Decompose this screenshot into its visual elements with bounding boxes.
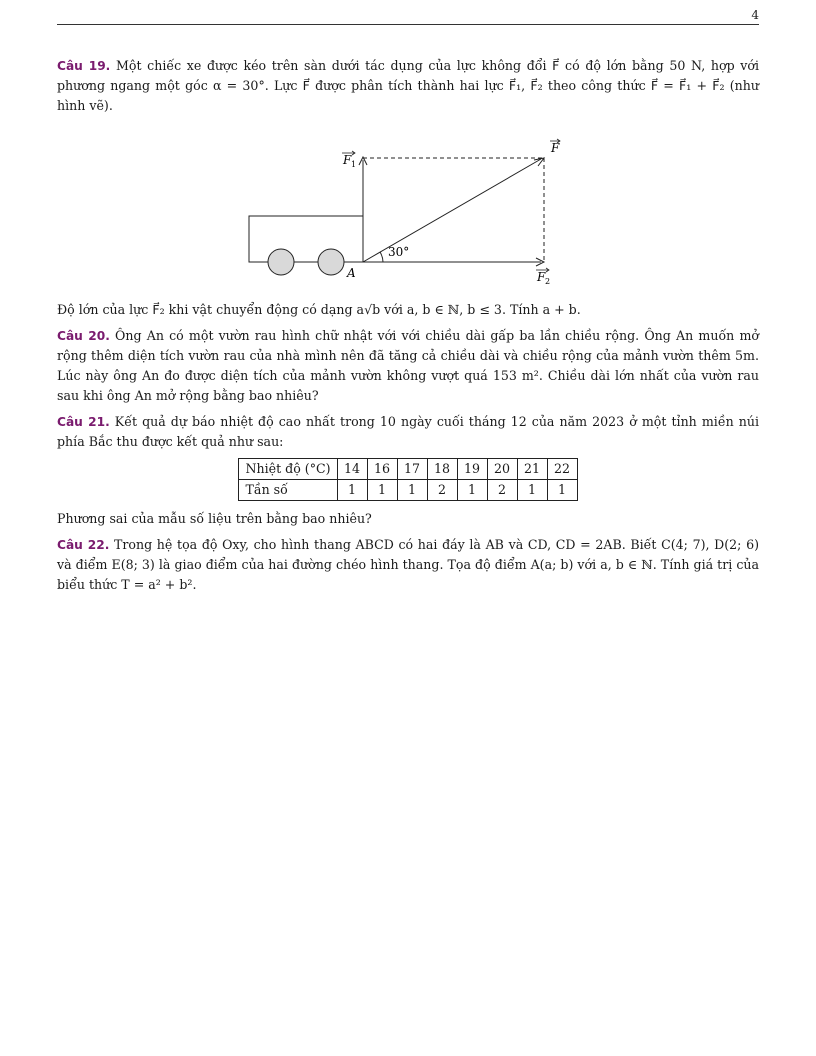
table-row-temperature	[239, 459, 577, 480]
point-a-label: A	[347, 266, 356, 280]
f-label: F	[551, 141, 560, 155]
f1-label: F	[343, 153, 352, 167]
question-21-followup	[57, 509, 759, 529]
table-cell: 21	[517, 459, 547, 480]
page-content	[57, 56, 759, 601]
question-21-text: Kết quả dự báo nhiệt độ cao nhất trong 10 ngày cuối tháng 12 của năm 2023 ở một tỉnh miền núi phía Bắc thu được kết quả như sau:	[57, 414, 759, 449]
question-22-label: Câu 22.	[57, 538, 110, 552]
question-21-after-text: Phương sai của mẫu số liệu trên bằng bao nhiêu?	[57, 511, 372, 526]
table-cell: 1	[457, 480, 487, 501]
question-22-text: Trong hệ tọa độ Oxy, cho hình thang ABCD có hai đáy là AB và CD, CD = 2AB. Biết C(4; 7), D(2; 6) và điểm E(8; 3) là giao điểm của hai đường chéo hình thang. Tọa độ điểm A(a; b) với a, b ∈ ℕ. Tính giá trị của biểu thức T = a² + b².	[57, 537, 759, 592]
table-cell: 16	[367, 459, 397, 480]
question-20-text: Ông An có một vườn rau hình chữ nhật với với chiều dài gấp ba lần chiều rộng. Ông An muốn mở rộng thêm diện tích vườn rau của nhà mình nên đã tăng cả chiều dài và chiều rộng của mảnh vườn thêm 5m. Lúc này ông An đo được diện tích của mảnh vườn không vượt quá 153 m². Chiều dài lớn nhất của vườn rau sau khi ông An mở rộng bằng bao nhiêu?	[57, 328, 759, 403]
table-cell: 1	[337, 480, 367, 501]
question-19-after-text: Độ lớn của lực F⃗₂ khi vật chuyển động có dạng a√b với a, b ∈ ℕ, b ≤ 3. Tính a + b.	[57, 302, 581, 317]
question-19-label: Câu 19.	[57, 59, 111, 73]
table-cell: 20	[487, 459, 517, 480]
table-cell: 1	[367, 480, 397, 501]
cart-body	[249, 216, 363, 262]
angle-label: 30°	[388, 245, 410, 259]
f2-label-sub: 2	[545, 277, 551, 286]
table-cell: 17	[397, 459, 427, 480]
question-19	[57, 56, 759, 116]
page-number: 4	[751, 8, 759, 22]
question-22	[57, 535, 759, 595]
temperature-frequency-table	[238, 458, 577, 501]
table-row-header: Nhiệt độ (°C)	[239, 459, 337, 480]
header-rule	[57, 24, 759, 25]
table-cell: 2	[427, 480, 457, 501]
question-20-label: Câu 20.	[57, 329, 110, 343]
question-21-label: Câu 21.	[57, 415, 110, 429]
f1-label-sub: 1	[351, 160, 357, 169]
question-20	[57, 326, 759, 406]
question-19-text: Một chiếc xe được kéo trên sàn dưới tác dụng của lực không đổi F⃗ có độ lớn bằng 50 N, hợp với phương ngang một góc α = 30°. Lực F⃗ được phân tích thành hai lực F⃗₁, F⃗₂ theo công thức F⃗ = F⃗₁ + F⃗₂ (như hình vẽ).	[57, 58, 759, 113]
table-cell: 14	[337, 459, 367, 480]
table-cell: 19	[457, 459, 487, 480]
table-row-frequency	[239, 480, 577, 501]
table-cell: 1	[547, 480, 577, 501]
table-cell: 22	[547, 459, 577, 480]
table-cell: 2	[487, 480, 517, 501]
force-diagram	[57, 122, 759, 294]
force-diagram-svg	[57, 122, 759, 294]
cart-wheel-left	[268, 249, 294, 275]
table-cell: 1	[397, 480, 427, 501]
cart-wheel-right	[318, 249, 344, 275]
question-19-followup	[57, 300, 759, 320]
f2-label: F	[537, 270, 546, 284]
question-21	[57, 412, 759, 452]
angle-arc	[380, 252, 383, 262]
table-row-header: Tần số	[239, 480, 337, 501]
table-cell: 18	[427, 459, 457, 480]
table-cell: 1	[517, 480, 547, 501]
temperature-table-wrapper	[57, 458, 759, 501]
